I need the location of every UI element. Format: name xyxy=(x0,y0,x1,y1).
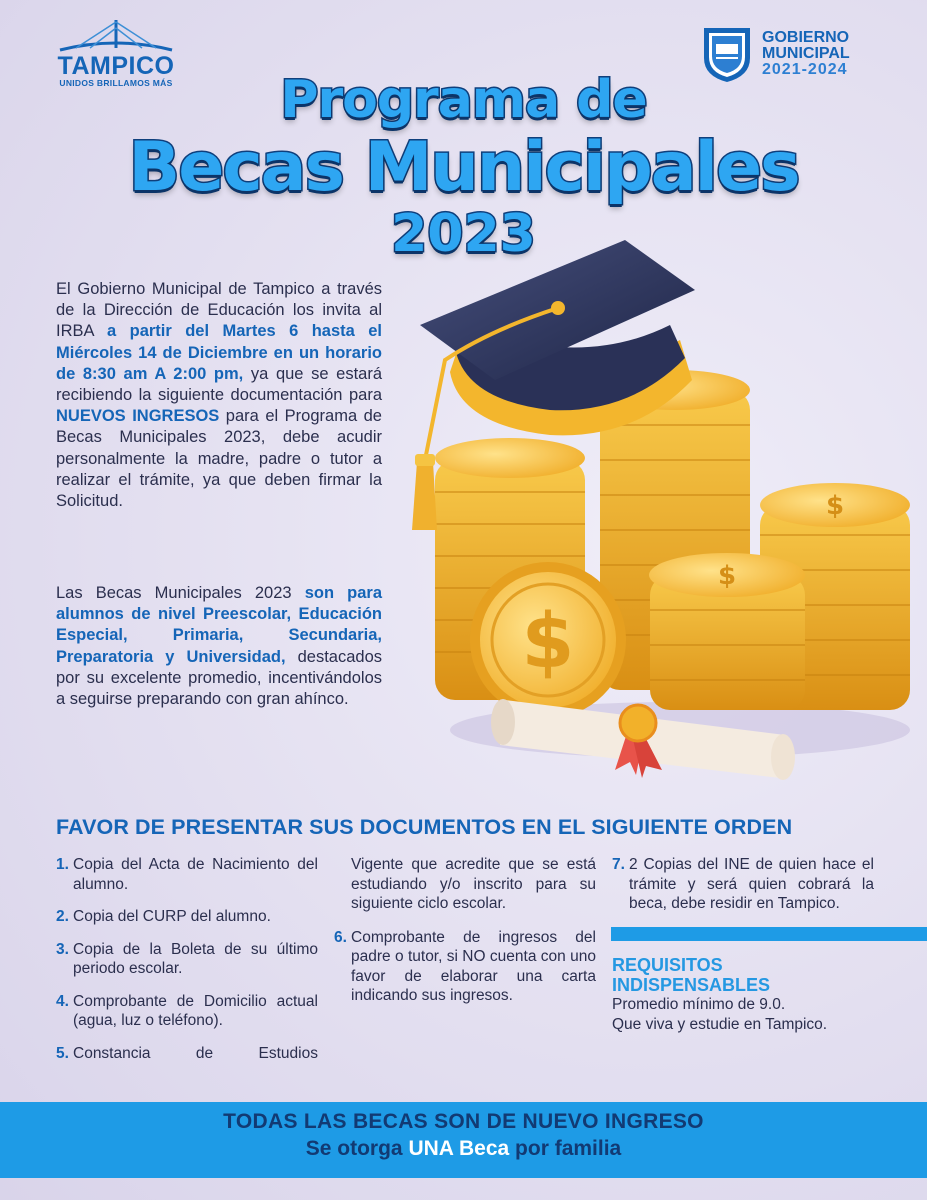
bridge-icon xyxy=(56,18,176,54)
item-number: 2. xyxy=(56,908,69,925)
intro-text: ya que se estará recibiendo la siguiente documentación para xyxy=(56,364,382,405)
levels-paragraph xyxy=(56,583,382,710)
item-text: Comprobante de ingresos del padre o tutor, si NO cuenta con uno favor de elaborar una carta indicando sus ingresos. xyxy=(351,928,596,1004)
intro-highlight: NUEVOS INGRESOS xyxy=(56,407,220,426)
svg-text:$: $ xyxy=(825,491,845,521)
levels-text: destacados por su excelente promedio, incentivándolos a seguirse preparando con gran ahínco. xyxy=(56,647,382,709)
footer-line-2 xyxy=(0,1137,927,1161)
footer-band xyxy=(0,1102,927,1178)
list-item-continuation: Vigente que acredite que se está estudiando y/o inscrito para su siguiente ciclo escolar. xyxy=(351,856,596,912)
intro-text: El Gobierno Municipal de Tampico a través de la Dirección de Educación los invita al IRBA xyxy=(56,280,382,341)
requirements-divider xyxy=(611,927,927,941)
levels-highlight: son para alumnos de nivel Preescolar, Educación Especial, Primaria, Secundaria, Preparatoria y Universidad, xyxy=(56,584,382,666)
documents-column-3 xyxy=(612,855,874,1035)
gob-line1: GOBIERNO xyxy=(762,29,850,46)
list-item xyxy=(56,992,318,1031)
levels-text: Las Becas Municipales 2023 xyxy=(56,584,305,602)
svg-text:$: $ xyxy=(717,561,737,591)
documents-heading: FAVOR DE PRESENTAR SUS DOCUMENTOS EN EL SIGUIENTE ORDEN xyxy=(56,815,793,839)
requirement-line: Que viva y estudie en Tampico. xyxy=(612,1015,828,1033)
requirement-line: Promedio mínimo de 9.0. xyxy=(612,995,786,1013)
footer-text: por familia xyxy=(509,1137,622,1160)
svg-text:$: $ xyxy=(521,596,575,685)
tampico-tagline: UNIDOS BRILLAMOS MÁS xyxy=(59,78,173,88)
intro-paragraph xyxy=(56,279,382,512)
item-text: Copia de la Boleta de su último periodo escolar. xyxy=(73,940,318,977)
intro-text: para el Programa de Becas Municipales 2023, debe acudir personalmente la madre, padre o tutor a realizar el trámite, ya que deben firmar la Solicitud. xyxy=(56,407,382,511)
title-line-1: Programa de xyxy=(280,70,647,130)
documents-column-1 xyxy=(56,855,318,1076)
list-item xyxy=(56,907,318,927)
requirements-title: REQUISITOS INDISPENSABLES xyxy=(612,954,771,995)
title-line-3: 2023 xyxy=(391,204,536,264)
item-number: 3. xyxy=(56,940,69,958)
list-item xyxy=(56,855,318,894)
item-number: 1. xyxy=(56,856,69,873)
item-number: 4. xyxy=(56,992,69,1010)
dollar-coin-icon xyxy=(470,562,626,718)
intro-dates: a partir del Martes 6 hasta el Miércoles 14 de Diciembre en un horario de 8:30 am A 2:00 pm, xyxy=(56,322,382,383)
item-text: Copia del Acta de Nacimiento del alumno. xyxy=(73,856,318,893)
item-number: 5. xyxy=(56,1044,69,1062)
gob-line2: MUNICIPAL xyxy=(762,45,850,62)
item-number: 6. xyxy=(334,928,347,946)
list-item xyxy=(334,928,596,1006)
list-item xyxy=(56,940,318,979)
footer-highlight: UNA Beca xyxy=(408,1137,510,1160)
tampico-name: TAMPICO xyxy=(57,52,175,80)
graduation-coins-illustration xyxy=(400,230,927,790)
item-text: Comprobante de Domicilio actual (agua, luz o teléfono). xyxy=(73,992,318,1029)
list-item xyxy=(56,1044,318,1064)
item-text: Constancia de Estudios xyxy=(73,1044,318,1062)
footer-line-1: TODAS LAS BECAS SON DE NUEVO INGRESO xyxy=(223,1110,704,1133)
item-number: 7. xyxy=(612,856,625,873)
documents-column-2 xyxy=(334,855,596,1019)
footer-text: Se otorga xyxy=(305,1137,409,1160)
title-line-2: Becas Municipales xyxy=(128,128,799,207)
item-text: 2 Copias del INE de quien hace el trámite y será quien cobrará la beca, debe residir en Tampico. xyxy=(629,856,874,912)
item-text: Copia del CURP del alumno. xyxy=(73,908,271,925)
gob-years: 2021-2024 xyxy=(762,61,848,78)
coin-stack-front xyxy=(649,553,805,710)
list-item xyxy=(612,855,874,914)
